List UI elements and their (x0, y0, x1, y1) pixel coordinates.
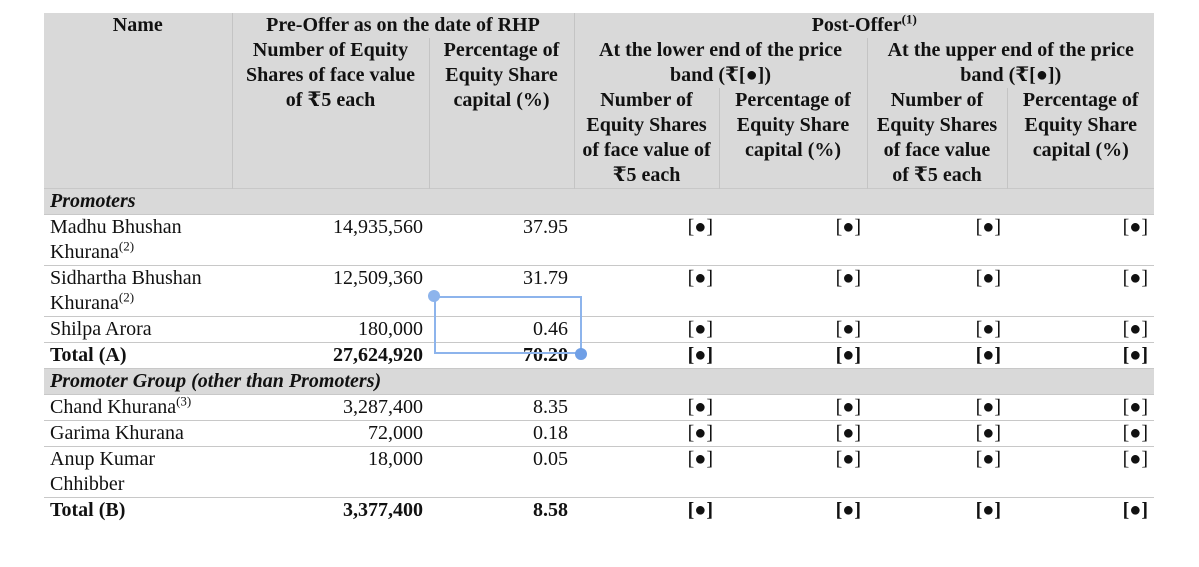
lower-percentage-cell: [●] (719, 498, 867, 524)
pre-percentage-cell: 8.35 (429, 395, 574, 421)
lower-shares-cell: [●] (574, 266, 719, 317)
upper-percentage-cell: [●] (1007, 215, 1154, 266)
selection-handle-bottom-right[interactable] (575, 348, 587, 360)
pre-percentage-cell: 0.46 (429, 317, 574, 343)
upper-percentage-cell: [●] (1007, 266, 1154, 317)
lower-percentage-cell: [●] (719, 421, 867, 447)
shareholding-table-container (44, 13, 1154, 523)
row-name: Shilpa Arora (44, 317, 232, 343)
upper-shares-cell: [●] (867, 395, 1007, 421)
row-name: Garima Khurana (44, 421, 232, 447)
lower-shares-cell: [●] (574, 317, 719, 343)
upper-shares-cell: [●] (867, 421, 1007, 447)
header-upper-number: Number of Equity Shares of face value of ₹5 each (867, 88, 1007, 189)
selection-box[interactable] (434, 296, 582, 354)
header-lower-percentage: Percentage of Equity Share capital (%) (719, 88, 867, 189)
lower-shares-cell: [●] (574, 447, 719, 498)
lower-shares-cell: [●] (574, 395, 719, 421)
lower-shares-cell: [●] (574, 215, 719, 266)
pre-shares-cell: 12,509,360 (232, 266, 429, 317)
pre-percentage-cell: 0.05 (429, 447, 574, 498)
pre-percentage-cell-selected[interactable]: 31.79 (429, 266, 574, 317)
table-row (44, 447, 1154, 498)
upper-shares-cell: [●] (867, 343, 1007, 369)
lower-percentage-cell: [●] (719, 317, 867, 343)
pre-shares-cell: 27,624,920 (232, 343, 429, 369)
pre-shares-cell: 72,000 (232, 421, 429, 447)
upper-percentage-cell: [●] (1007, 395, 1154, 421)
lower-percentage-cell: [●] (719, 447, 867, 498)
upper-percentage-cell: [●] (1007, 317, 1154, 343)
lower-percentage-cell: [●] (719, 343, 867, 369)
section-promoter-group: Promoter Group (other than Promoters) (44, 369, 1154, 395)
table-row (44, 266, 1154, 317)
lower-shares-cell: [●] (574, 498, 719, 524)
pre-shares-cell: 14,935,560 (232, 215, 429, 266)
table-row (44, 317, 1154, 343)
upper-shares-cell: [●] (867, 266, 1007, 317)
upper-shares-cell: [●] (867, 498, 1007, 524)
upper-percentage-cell: [●] (1007, 343, 1154, 369)
pre-percentage-cell: 8.58 (429, 498, 574, 524)
header-lower-number: Number of Equity Shares of face value of ₹5 each (574, 88, 719, 189)
header-upper-percentage: Percentage of Equity Share capital (%) (1007, 88, 1154, 189)
row-name: Sidhartha Bhushan Khurana$^{(2)}$ (44, 266, 232, 317)
lower-shares-cell: [●] (574, 421, 719, 447)
shareholding-table (44, 13, 1154, 523)
upper-shares-cell: [●] (867, 317, 1007, 343)
lower-percentage-cell: [●] (719, 266, 867, 317)
pre-percentage-cell: 37.95 (429, 215, 574, 266)
table-row (44, 421, 1154, 447)
selection-handle-top-left[interactable] (428, 290, 440, 302)
row-name: Madhu Bhushan Khurana$^{(2)}$ (44, 215, 232, 266)
total-row (44, 343, 1154, 369)
pre-shares-cell: 3,287,400 (232, 395, 429, 421)
upper-percentage-cell: [●] (1007, 447, 1154, 498)
lower-percentage-cell: [●] (719, 395, 867, 421)
lower-percentage-cell: [●] (719, 215, 867, 266)
header-pre-number: Number of Equity Shares of face value of ₹5 each (232, 38, 429, 189)
table-row (44, 395, 1154, 421)
row-name: Anup Kumar Chhibber (44, 447, 232, 498)
table-row (44, 215, 1154, 266)
header-lower-band: At the lower end of the price band (₹[●]) (574, 38, 867, 88)
upper-percentage-cell: [●] (1007, 421, 1154, 447)
upper-percentage-cell: [●] (1007, 498, 1154, 524)
header-pre-offer: Pre-Offer as on the date of RHP (232, 13, 574, 38)
upper-shares-cell: [●] (867, 215, 1007, 266)
row-name: Total (B) (44, 498, 232, 524)
pre-shares-cell: 18,000 (232, 447, 429, 498)
header-post-offer: Post-Offer$^{(1)}$ (574, 13, 1154, 38)
section-promoters: Promoters (44, 189, 1154, 215)
pre-shares-cell: 3,377,400 (232, 498, 429, 524)
upper-shares-cell: [●] (867, 447, 1007, 498)
pre-shares-cell: 180,000 (232, 317, 429, 343)
header-pre-percentage: Percentage of Equity Share capital (%) (429, 38, 574, 189)
header-upper-band: At the upper end of the price band (₹[●]) (867, 38, 1154, 88)
total-row (44, 498, 1154, 524)
lower-shares-cell: [●] (574, 343, 719, 369)
row-name: Total (A) (44, 343, 232, 369)
pre-percentage-cell: 0.18 (429, 421, 574, 447)
pre-percentage-cell: 70.20 (429, 343, 574, 369)
row-name: Chand Khurana$^{(3)}$ (44, 395, 232, 421)
header-name: Name (44, 13, 232, 189)
